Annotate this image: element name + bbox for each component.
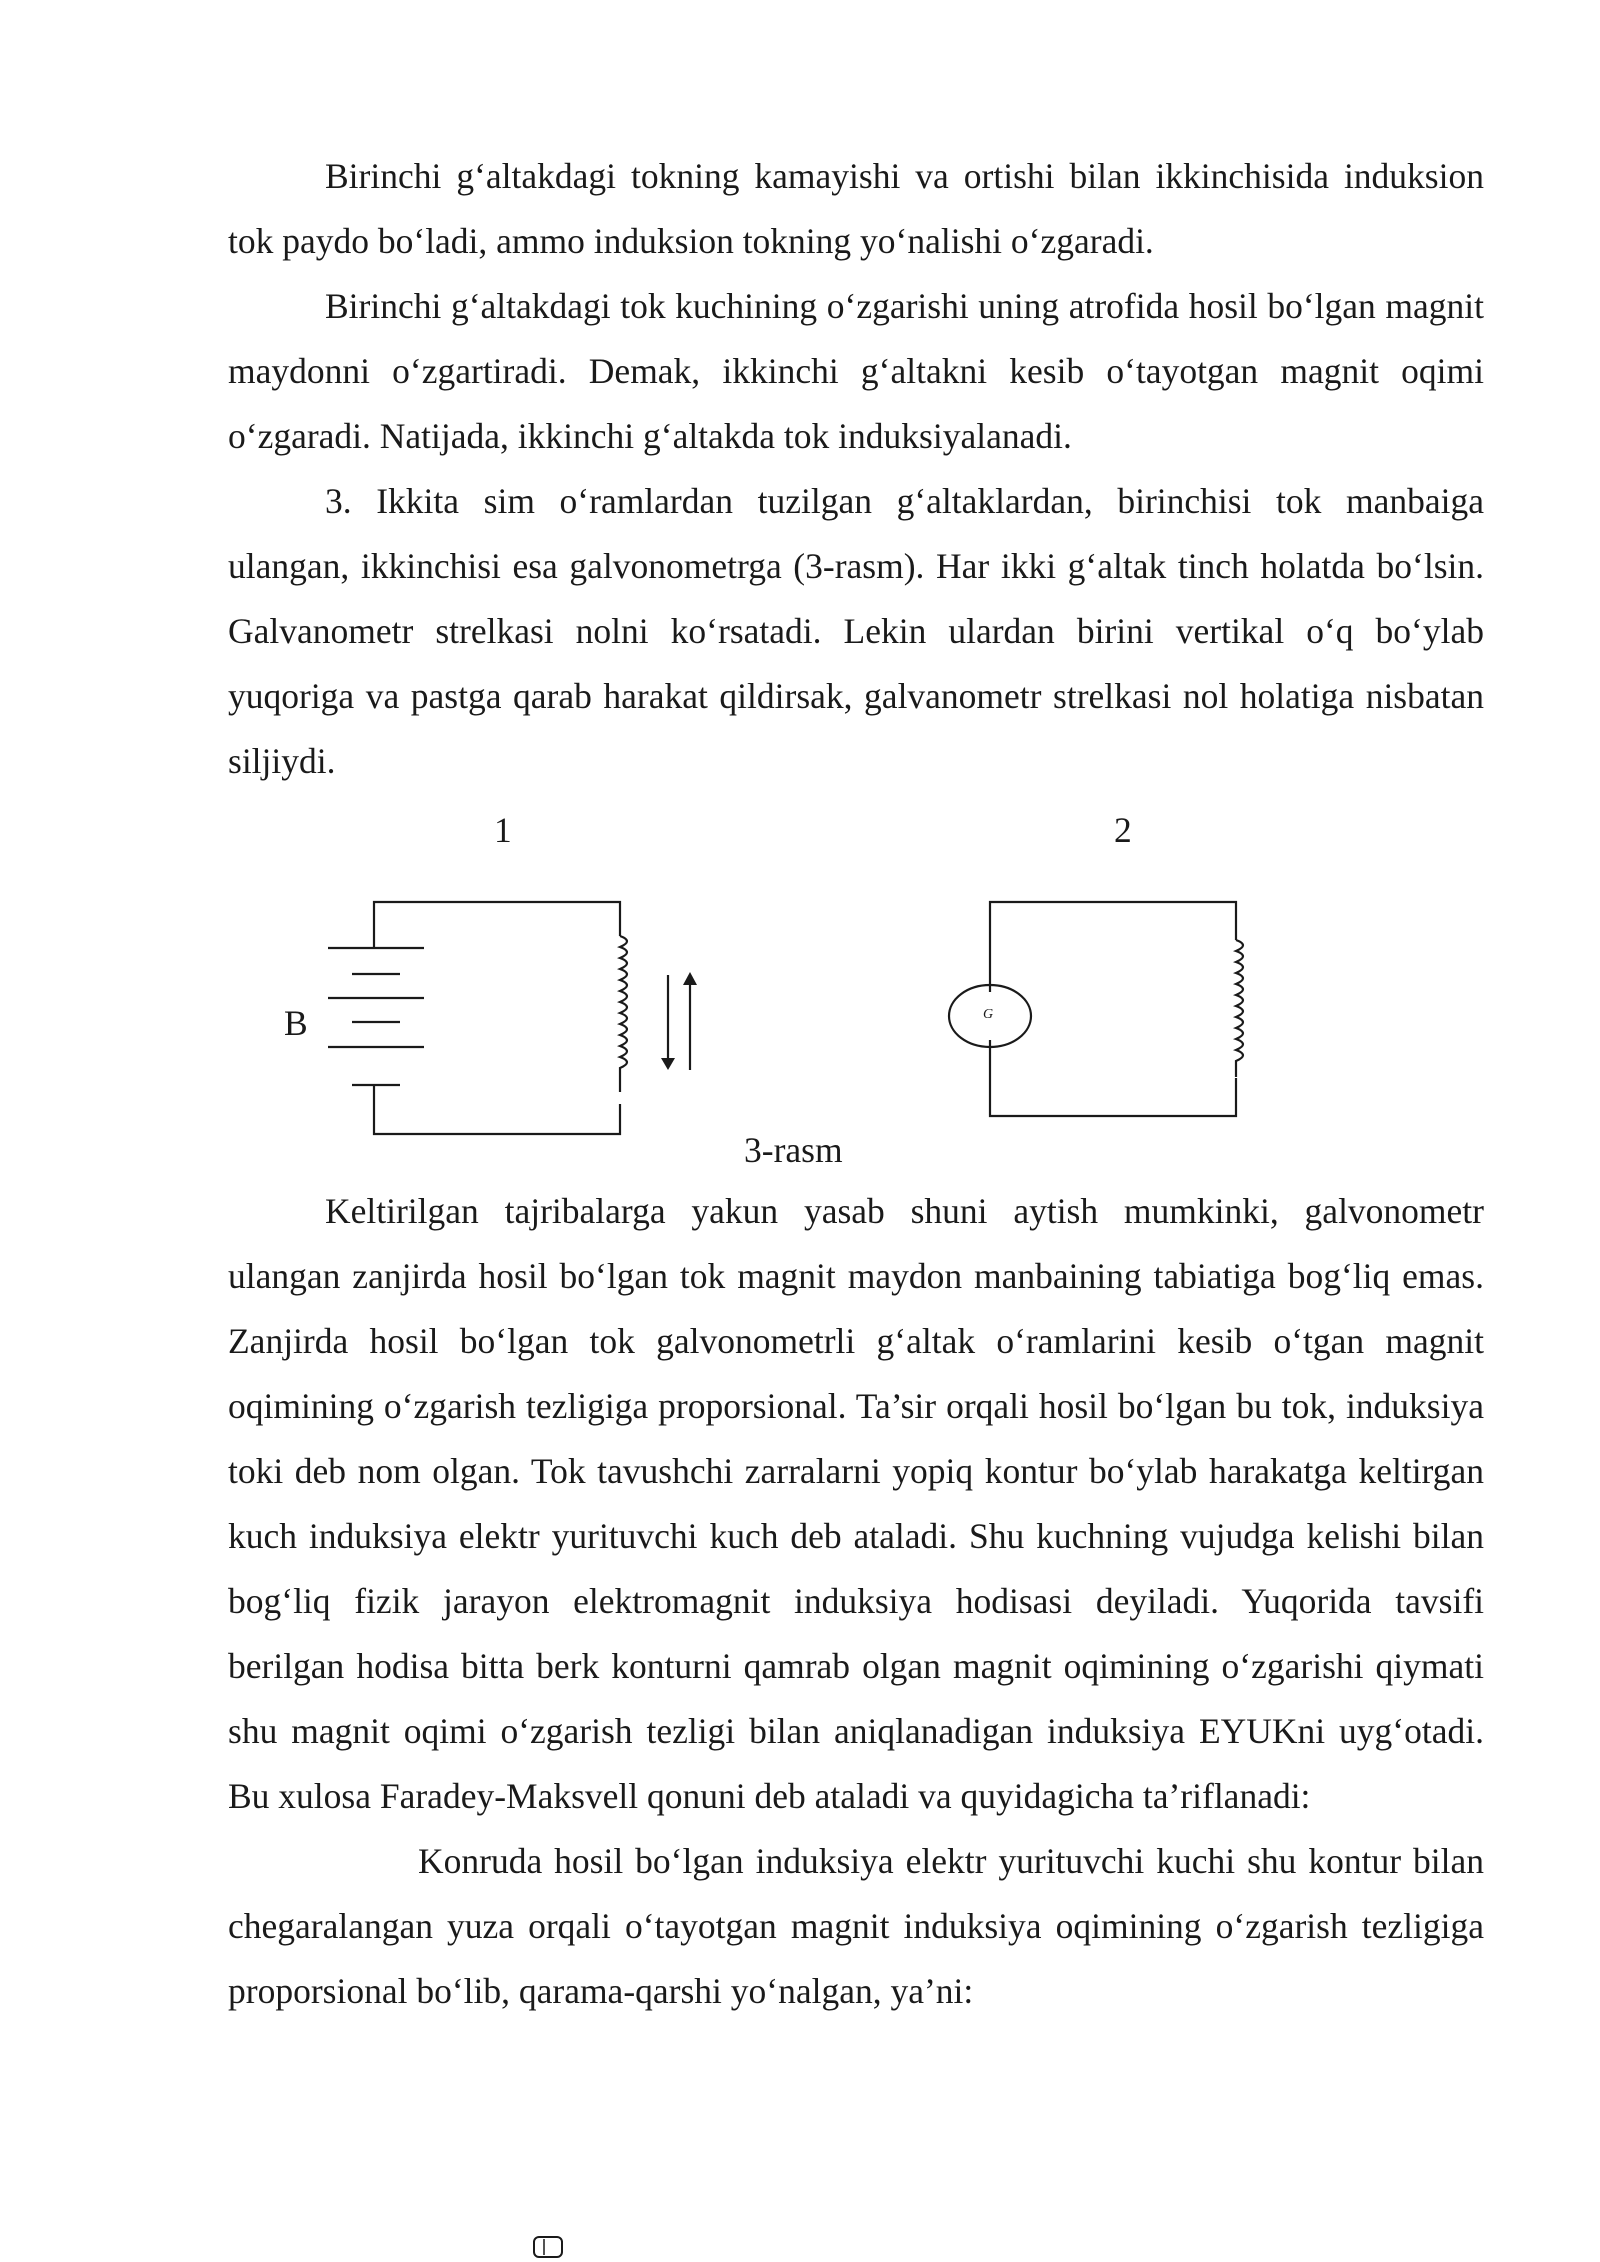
paragraph: Keltirilgan tajribalarga yakun yasab shuni aytish mumkinki, galvonometr ulangan zanjirda hosil bo‘lgan tok magnit maydon manbaining tabiatiga bog‘liq emas. Zanjirda hosil bo‘lgan tok galvonometrli g‘altak o‘ramlarini kesib o‘tgan magnit oqimining o‘zgarish tezligiga proporsional. Ta’sir orqali hosil bo‘lgan bu tok, induksiya toki deb nom olgan. Tok tavushchi zarralarni yopiq kontur bo‘ylab harakatga keltirgan kuch induksiya elektr yurituvchi kuch deb ataladi. Shu kuchning vujudga kelishi bilan bog‘liq fizik jarayon elektromagnit induksiya hodisasi deyiladi. Yuqorida tavsifi berilgan hodisa bitta berk konturni qamrab olgan magnit oqimining o‘zgarishi qiymati shu magnit oqimi o‘zgarish tezligi bilan aniqlanadigan induksiya EYUKni uyg‘otadi. Bu xulosa Faradey-Maksvell qonuni deb ataladi va quyidagicha ta’riflanadi: — [228, 1191, 1484, 1816]
circuit-1 — [328, 902, 697, 1134]
circuit-2-wire-top — [990, 902, 1236, 992]
figure-caption: 3-rasm — [744, 1130, 843, 1170]
bottom-text-block — [228, 1179, 1484, 2024]
circuit-1-wire-bottom — [374, 1085, 620, 1134]
paragraph: Birinchi g‘altakdagi tokning kamayishi va ortishi bilan ikkinchisida induksion tok paydo bo‘ladi, ammo induksion tokning yo‘nalishi o‘zgaradi. — [228, 156, 1484, 261]
coil-1 — [620, 936, 627, 1092]
circuit-1-label: 1 — [494, 810, 512, 850]
paragraph: 3. Ikkita sim o‘ramlardan tuzilgan g‘altaklardan, birinchisi tok manbaiga ulangan, ikkinchisi esa galvonometrga (3-rasm). Har ikki g‘altak tinch holatda bo‘lsin. Galvanometr strelkasi nolni ko‘rsatadi. Lekin ulardan birini vertikal o‘q bo‘ylab yuqoriga va pastga qarab harakat qildirsak, galvanometr strelkasi nol holatiga nisbatan siljiydi. — [228, 481, 1484, 781]
circuit-2-label: 2 — [1114, 810, 1132, 850]
coil-2 — [1236, 940, 1243, 1077]
arrow-down-head — [661, 1058, 675, 1070]
page-footer-mark-icon — [532, 2235, 566, 2259]
circuit-1-wire-top — [374, 902, 620, 948]
galvanometer-label: G — [983, 1007, 994, 1022]
paragraph: Konruda hosil bo‘lgan induksiya elektr yurituvchi kuchi shu kontur bilan chegaralangan yuza orqali o‘tayotgan magnit induksiya oqimining o‘zgarish tezligiga proporsional bo‘lib, qarama-qarshi yo‘nalgan, ya’ni: — [228, 1841, 1484, 2011]
battery-label: B — [284, 1003, 308, 1043]
circuit-2-wire-bottom — [990, 1040, 1236, 1116]
arrow-up-head — [683, 972, 697, 985]
paragraph: Birinchi g‘altakdagi tok kuchining o‘zgarishi uning atrofida hosil bo‘lgan magnit maydonni o‘zgartiradi. Demak, ikkinchi g‘altakni kesib o‘tayotgan magnit oqimi o‘zgaradi. Natijada, ikkinchi g‘altakda tok induksiyalanadi. — [228, 286, 1484, 456]
